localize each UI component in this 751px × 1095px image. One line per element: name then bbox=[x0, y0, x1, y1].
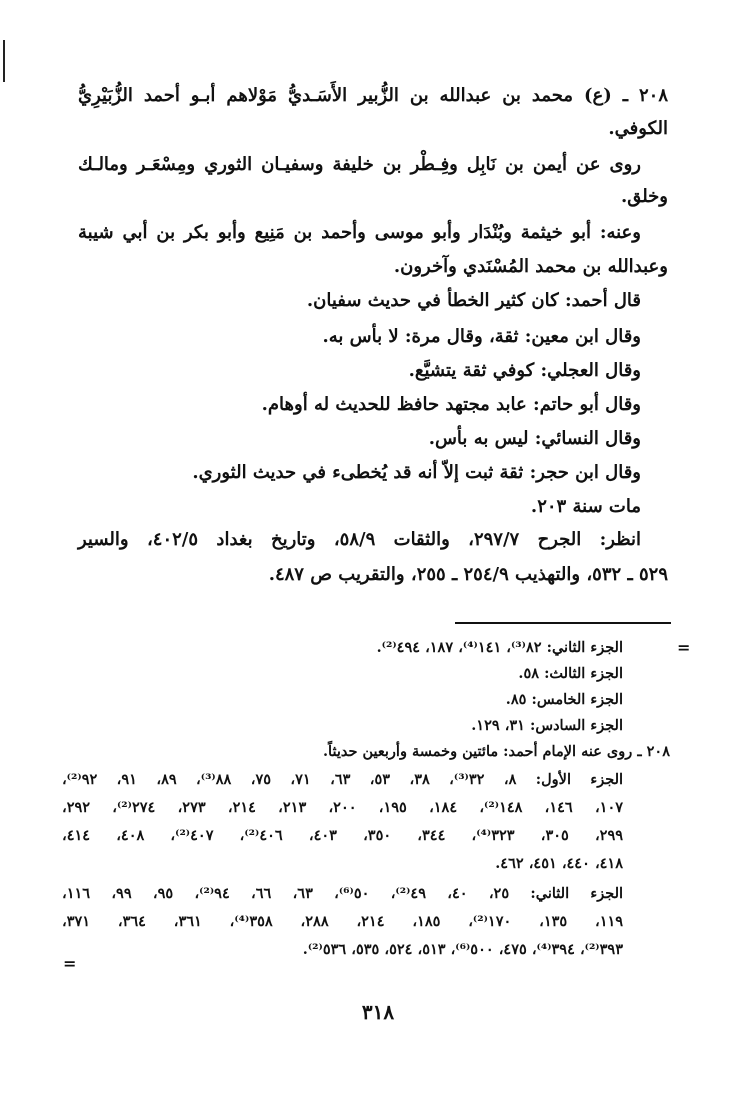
entry-line: وعنه: أبو خيثمة وبُنْدَار وأبو موسى وأحمد بن مَنِيع وأبو بكر بن أبي شيبة bbox=[78, 222, 641, 243]
footnote-line: الجزء السادس: ٣١، ١٢٩. bbox=[471, 717, 623, 734]
entry-line: الكوفي. bbox=[608, 118, 668, 139]
entry-line: وقال ابن معين: ثقة، وقال مرة: لا بأس به. bbox=[322, 326, 641, 347]
margin-mark: = bbox=[677, 638, 691, 657]
entry-line: انظر: الجرح ٢٩٧/٧، والثقات ٥٨/٩، وتاريخ بغداد ٤٠٢/٥، والسير bbox=[78, 529, 641, 550]
footnote-line: ١٠٧، ١٤٦، ١٤٨⁽²⁾، ١٨٤، ١٩٥، ٢٠٠، ٢١٣، ٢١٤، ٢٧٣، ٢٧٤⁽²⁾، ٢٩٢، bbox=[62, 799, 624, 816]
footnote-line: ١١٩، ١٣٥، ١٧٠⁽²⁾، ١٨٥، ٢١٤، ٢٨٨، ٣٥٨⁽⁴⁾، ٣٦١، ٣٦٤، ٣٧١، bbox=[62, 913, 624, 930]
entry-line: وخلق. bbox=[620, 186, 668, 207]
margin-bar bbox=[3, 40, 5, 82]
footnote-line: ٢٠٨ ـ روى عنه الإمام أحمد: مائتين وخمسة وأربعين حديثاً. bbox=[322, 743, 670, 760]
footnote-separator bbox=[455, 622, 671, 624]
entry-line: وعبدالله بن محمد المُسْنَدي وآخرون. bbox=[393, 256, 668, 277]
entry-line: ٢٠٨ ـ (ع) محمد بن عبدالله بن الزُّبير الأَسَـديُّ مَوْلاهم أبـو أحمد الزُّبَيْرِيُّ bbox=[78, 85, 668, 106]
entry-line: وقال أبو حاتم: عابد مجتهد حافظ للحديث له أوهام. bbox=[261, 394, 641, 415]
entry-line: ٥٢٩ ـ ٥٣٢، والتهذيب ٢٥٤/٩ ـ ٢٥٥، والتقريب ص ٤٨٧. bbox=[268, 564, 668, 585]
entry-line: وقال النسائي: ليس به بأس. bbox=[428, 428, 641, 449]
footnote-line: الجزء الأول: ٨، ٣٢⁽³⁾، ٣٨، ٥٣، ٦٣، ٧١، ٧٥، ٨٨⁽³⁾، ٨٩، ٩١، ٩٢⁽²⁾، bbox=[62, 771, 624, 788]
entry-line: وقال العجلي: كوفي ثقة يتشيَّع. bbox=[408, 360, 641, 381]
footnote-line: ٣٩٣⁽²⁾، ٣٩٤⁽⁴⁾، ٤٧٥، ٥٠٠⁽⁶⁾، ٥١٣، ٥٢٤، ٥٣٥، ٥٣٦⁽²⁾. bbox=[302, 941, 623, 958]
footnote-line: الجزء الثالث: ٥٨. bbox=[518, 665, 623, 682]
page-number: ٣١٨ bbox=[361, 1000, 395, 1024]
footnote-line: الجزء الخامس: ٨٥. bbox=[505, 691, 623, 708]
entry-line: روى عن أيمن بن نَابِل وفِـطْر بن خليفة وسفيـان الثوري ومِسْعَـر ومالـك bbox=[78, 154, 641, 175]
entry-line: وقال ابن حجر: ثقة ثبت إلاّ أنه قد يُخطىء في حديث الثوري. bbox=[192, 462, 641, 483]
entry-line: مات سنة ٢٠٣. bbox=[530, 496, 641, 517]
entry-line: قال أحمد: كان كثير الخطأ في حديث سفيان. bbox=[306, 290, 641, 311]
footnote-line: الجزء الثاني: ٢٥، ٤٠، ٤٩⁽²⁾، ٥٠⁽⁶⁾، ٦٣، ٦٦، ٩٤⁽²⁾، ٩٥، ٩٩، ١١٦، bbox=[62, 885, 624, 902]
footnote-line: ٢٩٩، ٣٠٥، ٣٢٣⁽⁴⁾، ٣٤٤، ٣٥٠، ٤٠٣، ٤٠٦⁽²⁾، ٤٠٧⁽²⁾، ٤٠٨، ٤١٤، bbox=[62, 827, 624, 844]
footnote-line: ٤١٨، ٤٤٠، ٤٥١، ٤٦٢. bbox=[495, 855, 623, 872]
margin-mark: = bbox=[63, 954, 77, 973]
footnote-line: الجزء الثاني: ٨٢⁽³⁾، ١٤١⁽⁴⁾، ١٨٧، ٤٩٤⁽²⁾. bbox=[376, 639, 623, 656]
